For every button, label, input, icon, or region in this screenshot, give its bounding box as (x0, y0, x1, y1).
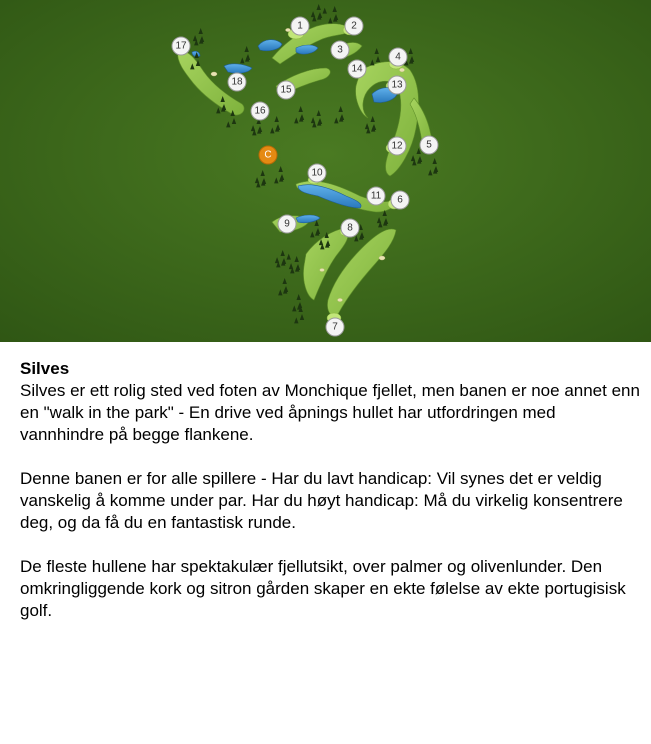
hole-marker-label: 16 (254, 105, 266, 117)
clubhouse-label: C (264, 149, 272, 161)
hole-marker-10[interactable] (308, 164, 326, 182)
hole-marker-label: 6 (397, 194, 403, 206)
description-paragraph-1: Silves er ett rolig sted ved foten av Monchique fjellet, men banen er noe annet enn en "walk in the park" - En drive ved åpnings hullet har utfordringen med vannhindre på begge flankene. (20, 381, 640, 444)
hole-marker-16[interactable] (251, 102, 269, 120)
course-map (0, 0, 651, 342)
hole-marker-label: 17 (175, 40, 187, 52)
hole-marker-label: 2 (351, 20, 357, 32)
hole-marker-14[interactable] (348, 60, 366, 78)
description-paragraph-3: De fleste hullene har spektakulær fjellutsikt, over palmer og olivenlunder. Den omkringliggende kork og sitron gården skaper en ekte følelse av ekte portugisisk golf. (20, 557, 626, 620)
hole-marker-12[interactable] (388, 137, 406, 155)
hole-marker-label: 13 (391, 79, 403, 91)
hole-marker-label: 14 (351, 63, 363, 75)
hole-marker-4[interactable] (389, 48, 407, 66)
hole-marker-15[interactable] (277, 81, 295, 99)
hole-marker-label: 12 (391, 140, 403, 152)
hole-marker-3[interactable] (331, 41, 349, 59)
hole-marker-label: 10 (311, 167, 323, 179)
hole-marker-13[interactable] (388, 76, 406, 94)
hole-marker-label: 1 (297, 20, 303, 32)
hole-marker-label: 7 (332, 321, 338, 333)
clubhouse-marker[interactable] (259, 146, 277, 164)
hole-marker-label: 9 (284, 218, 290, 230)
hole-marker-17[interactable] (172, 37, 190, 55)
course-description (20, 358, 640, 644)
hole-marker-18[interactable] (228, 73, 246, 91)
hole-marker-2[interactable] (345, 17, 363, 35)
hole-marker-label: 18 (231, 76, 243, 88)
hole-marker-label: 8 (347, 222, 353, 234)
hole-marker-9[interactable] (278, 215, 296, 233)
hole-marker-1[interactable] (291, 17, 309, 35)
hole-marker-label: 11 (370, 190, 382, 202)
hole-marker-6[interactable] (391, 191, 409, 209)
hole-marker-label: 3 (337, 44, 343, 56)
description-paragraph-2: Denne banen er for alle spillere - Har du lavt handicap: Vil synes det er veldig vanskelig å komme under par. Har du høyt handicap: Må du virkelig konsentrere deg, og da få du en fantastisk runde. (20, 469, 623, 532)
hole-marker-11[interactable] (367, 187, 385, 205)
hole-marker-label: 15 (280, 84, 292, 96)
hole-marker-5[interactable] (420, 136, 438, 154)
hole-marker-label: 5 (426, 139, 432, 151)
hole-marker-8[interactable] (341, 219, 359, 237)
hole-marker-label: 4 (395, 51, 401, 63)
hole-marker-7[interactable] (326, 318, 344, 336)
course-title: Silves (20, 359, 70, 378)
